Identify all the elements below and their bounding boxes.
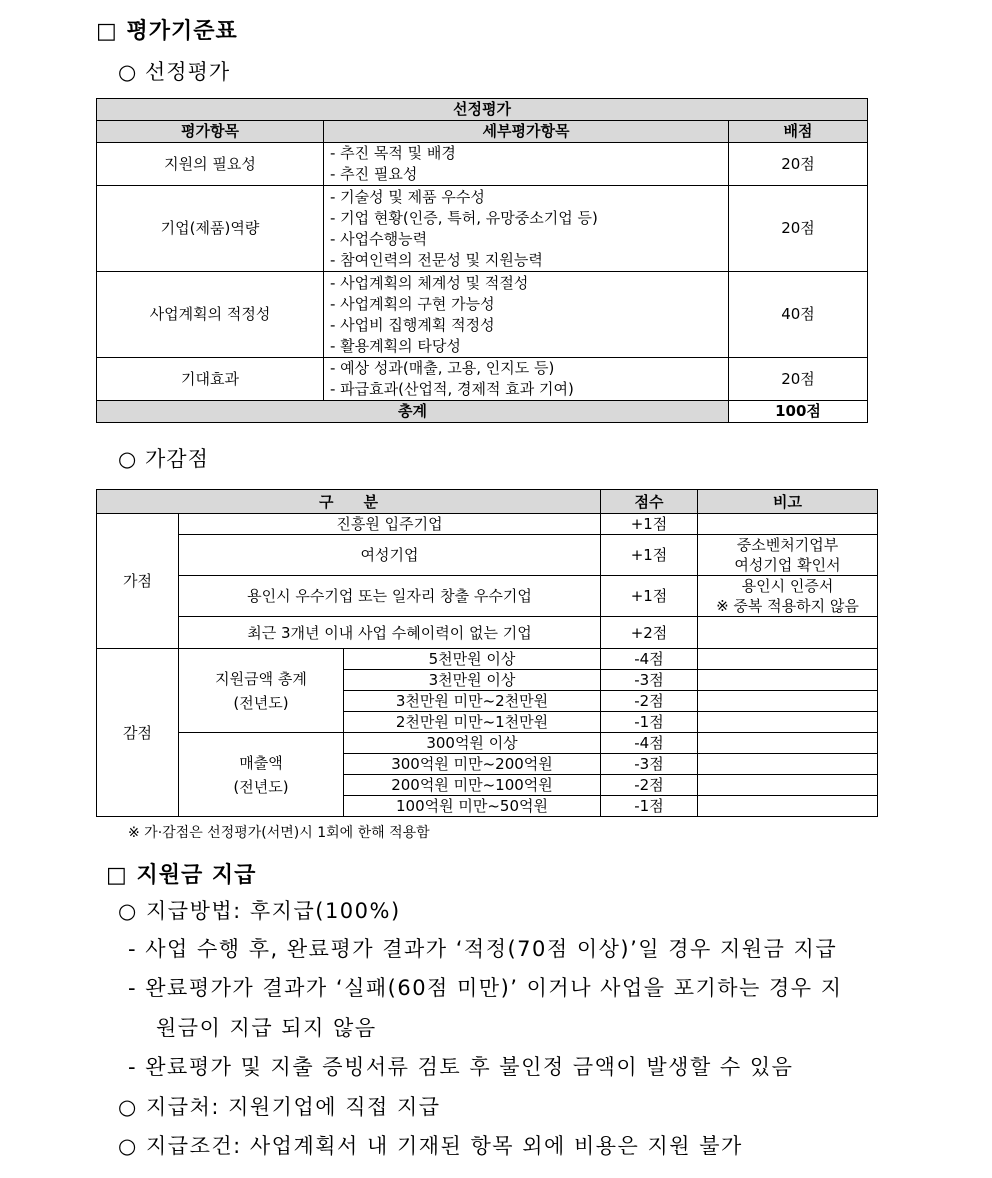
table-row <box>97 143 868 186</box>
row-score: 20점 <box>729 186 868 272</box>
minus-range: 200억원 미만~100억원 <box>344 775 601 796</box>
row-detail: - 사업계획의 구현 가능성 <box>330 294 495 313</box>
table-row <box>97 617 878 649</box>
plus-item: 용인시 우수기업 또는 일자리 창출 우수기업 <box>179 576 601 617</box>
plus-item: 진흥원 입주기업 <box>179 514 601 535</box>
row-score: 40점 <box>729 272 868 358</box>
row-detail: - 사업계획의 체계성 및 적절성 <box>330 273 529 292</box>
minus-score: -4점 <box>601 733 698 754</box>
minus-score: -2점 <box>601 775 698 796</box>
minus-label: 감점 <box>97 649 179 817</box>
plus-note-line: ※ 중복 적용하지 않음 <box>716 597 859 615</box>
table-row <box>97 514 878 535</box>
row-detail: - 예상 성과(매출, 고용, 인지도 등) <box>330 359 555 377</box>
plus-label: 가점 <box>97 514 179 649</box>
row-item: 사업계획의 적정성 <box>97 272 324 358</box>
minus-range: 3천만원 이상 <box>344 670 601 691</box>
row-score: 20점 <box>729 358 868 401</box>
plus-note-line: 여성기업 확인서 <box>734 556 841 574</box>
row-item: 지원의 필요성 <box>97 143 324 186</box>
payment-method: ○ 지급방법: 후지급(100%) <box>118 899 401 923</box>
table-row <box>97 535 878 576</box>
minus-score: -1점 <box>601 712 698 733</box>
minus-range: 300억원 이상 <box>344 733 601 754</box>
row-item: 기대효과 <box>97 358 324 401</box>
plus-score: +1점 <box>601 514 698 535</box>
minus-score: -4점 <box>601 649 698 670</box>
footnote: ※ 가·감점은 선정평가(서면)시 1회에 한해 적용함 <box>128 825 430 841</box>
payment-method-item: - 완료평가가 결과가 ‘실패(60점 미만)’ 이거나 사업을 포기하는 경우 지 <box>128 976 843 1000</box>
payment-condition: ○ 지급조건: 사업계획서 내 기재된 항목 외에 비용은 지원 불가 <box>118 1134 743 1158</box>
table-row <box>97 358 868 401</box>
plus-note <box>698 514 878 535</box>
table-row <box>97 272 868 358</box>
row-detail: - 추진 목적 및 배경 <box>330 144 456 162</box>
plus-score: +1점 <box>601 576 698 617</box>
table-row <box>97 576 878 617</box>
minus-range: 300억원 미만~200억원 <box>344 754 601 775</box>
row-detail: - 추진 필요성 <box>330 165 418 183</box>
table-row <box>97 186 868 272</box>
row-detail: - 기업 현황(인증, 특허, 유망중소기업 등) <box>330 208 598 227</box>
minus-group-label: 매출액 <box>239 753 283 772</box>
header-points: 점수 <box>601 490 698 514</box>
row-detail: - 활용계획의 타당성 <box>330 336 461 355</box>
header-remarks: 비고 <box>698 490 878 514</box>
minus-score: -1점 <box>601 796 698 817</box>
row-detail: - 사업수행능력 <box>330 229 428 248</box>
row-detail: - 참여인력의 전문성 및 지원능력 <box>330 250 543 269</box>
subheading-bonus: ○ 가감점 <box>118 447 209 471</box>
header-item: 평가항목 <box>97 121 324 143</box>
section-title-payment: □ 지원금 지급 <box>106 863 257 888</box>
plus-score: +1점 <box>601 535 698 576</box>
header-details: 세부평가항목 <box>324 121 729 143</box>
row-item: 기업(제품)역량 <box>97 186 324 272</box>
minus-range: 3천만원 미만~2천만원 <box>344 691 601 712</box>
payment-recipient: ○ 지급처: 지원기업에 직접 지급 <box>118 1095 441 1119</box>
minus-range: 100억원 미만~50억원 <box>344 796 601 817</box>
total-label: 총계 <box>97 401 729 423</box>
minus-score: -3점 <box>601 670 698 691</box>
plus-note-line: 용인시 인증서 <box>741 577 834 595</box>
payment-method-item: 원금이 지급 되지 않음 <box>156 1016 377 1040</box>
plus-item: 여성기업 <box>179 535 601 576</box>
row-detail: - 파급효과(산업적, 경제적 효과 기여) <box>330 380 574 398</box>
selection-table-caption: 선정평가 <box>97 99 868 121</box>
plus-note <box>698 617 878 649</box>
minus-group-label: (전년도) <box>233 777 289 796</box>
row-score: 20점 <box>729 143 868 186</box>
row-detail: - 사업비 집행계획 적정성 <box>330 315 495 334</box>
minus-group-label: 지원금액 총계 <box>215 669 307 688</box>
minus-score: -3점 <box>601 754 698 775</box>
minus-score: -2점 <box>601 691 698 712</box>
plus-note-line: 중소벤처기업부 <box>736 536 839 554</box>
minus-range: 2천만원 미만~1천만원 <box>344 712 601 733</box>
plus-score: +2점 <box>601 617 698 649</box>
section-title-evaluation: □ 평가기준표 <box>96 19 238 44</box>
payment-method-item: - 사업 수행 후, 완료평가 결과가 ‘적정(70점 이상)’일 경우 지원금 지급 <box>128 937 838 961</box>
bonus-table <box>96 489 878 817</box>
row-detail: - 기술성 및 제품 우수성 <box>330 187 485 206</box>
selection-table <box>96 98 868 423</box>
header-category: 구 분 <box>97 490 601 514</box>
plus-item: 최근 3개년 이내 사업 수혜이력이 없는 기업 <box>179 617 601 649</box>
payment-method-item: - 완료평가 및 지출 증빙서류 검토 후 불인정 금액이 발생할 수 있음 <box>128 1055 794 1079</box>
minus-range: 5천만원 이상 <box>344 649 601 670</box>
header-score: 배점 <box>729 121 868 143</box>
table-row <box>97 649 878 670</box>
minus-group-label: (전년도) <box>233 693 289 712</box>
total-score: 100점 <box>729 401 868 423</box>
table-row <box>97 733 878 754</box>
subheading-selection: ○ 선정평가 <box>118 60 231 84</box>
